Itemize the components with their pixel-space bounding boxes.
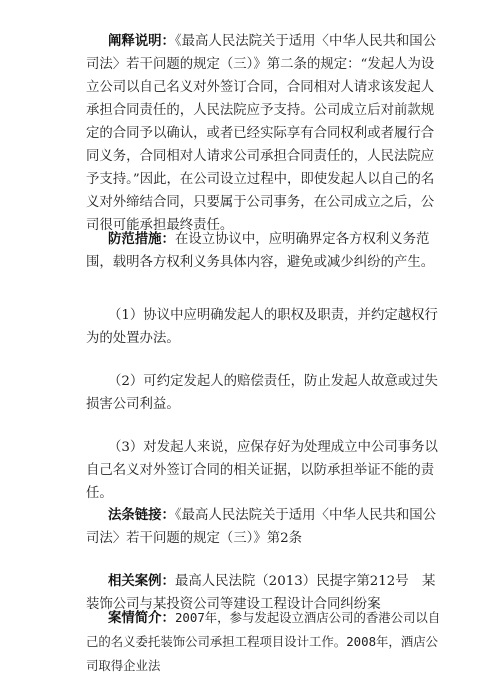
brief-label: 案情简介： xyxy=(108,611,175,626)
case-text: 最高人民法院（2013）民提字第212号 某装饰公司与某投资公司等建设工程设计合同纠纷案 xyxy=(86,574,436,612)
brief-text: 2007年，参与发起设立酒店公司的香港公司以自己的名义委托装饰公司承担工程项目设计工作。2008年，酒店公司取得企业法 xyxy=(86,610,441,673)
law-label: 法条链接： xyxy=(108,508,175,523)
prevent-paragraph xyxy=(86,228,446,274)
case-label: 相关案例： xyxy=(108,574,175,589)
explain-paragraph xyxy=(86,30,446,237)
prevent-text: 在设立协议中，应明确界定各方权利义务范围，载明各方权利义务具体内容，避免或减少纠纷的产生。 xyxy=(86,232,435,270)
measure-item-1: （1）协议中应明确发起人的职权及职责，并约定越权行为的处置办法。 xyxy=(86,308,438,346)
measure-item-2: （2）可约定发起人的赔偿责任，防止发起人故意或过失损害公司利益。 xyxy=(86,374,438,412)
brief-paragraph xyxy=(86,606,446,678)
measure-item-3: （3）对发起人来说，应保存好为处理成立中公司事务以自己名义对外签订合同的相关证据，以防承担举证不能的责任。 xyxy=(86,440,438,501)
law-paragraph xyxy=(86,504,446,550)
prevent-label: 防范措施： xyxy=(108,232,175,247)
explain-label: 阐释说明： xyxy=(108,34,175,49)
explain-text: 《最高人民法院关于适用〈中华人民共和国公司法〉若干问题的规定（三）》第二条的规定：“发起人为设立公司以自己名义对外签订合同，合同相对人请求该发起人承担合同责任的，人民法院应予支持。公司成立后对前款规定的合同予以确认，或者已经实际享有合同权利或者履行合同义务，合同相对人请求公司承担合同责任的，人民法院应予支持。”因此，在公司设立过程中，即使发起人以自己的名义对外缔结合同，只要属于公司事务，在公司成立之后，公司很可能承担最终责任。 xyxy=(86,34,437,233)
law-text: 《最高人民法院关于适用〈中华人民共和国公司法〉若干问题的规定（三）》第2条 xyxy=(86,508,437,546)
